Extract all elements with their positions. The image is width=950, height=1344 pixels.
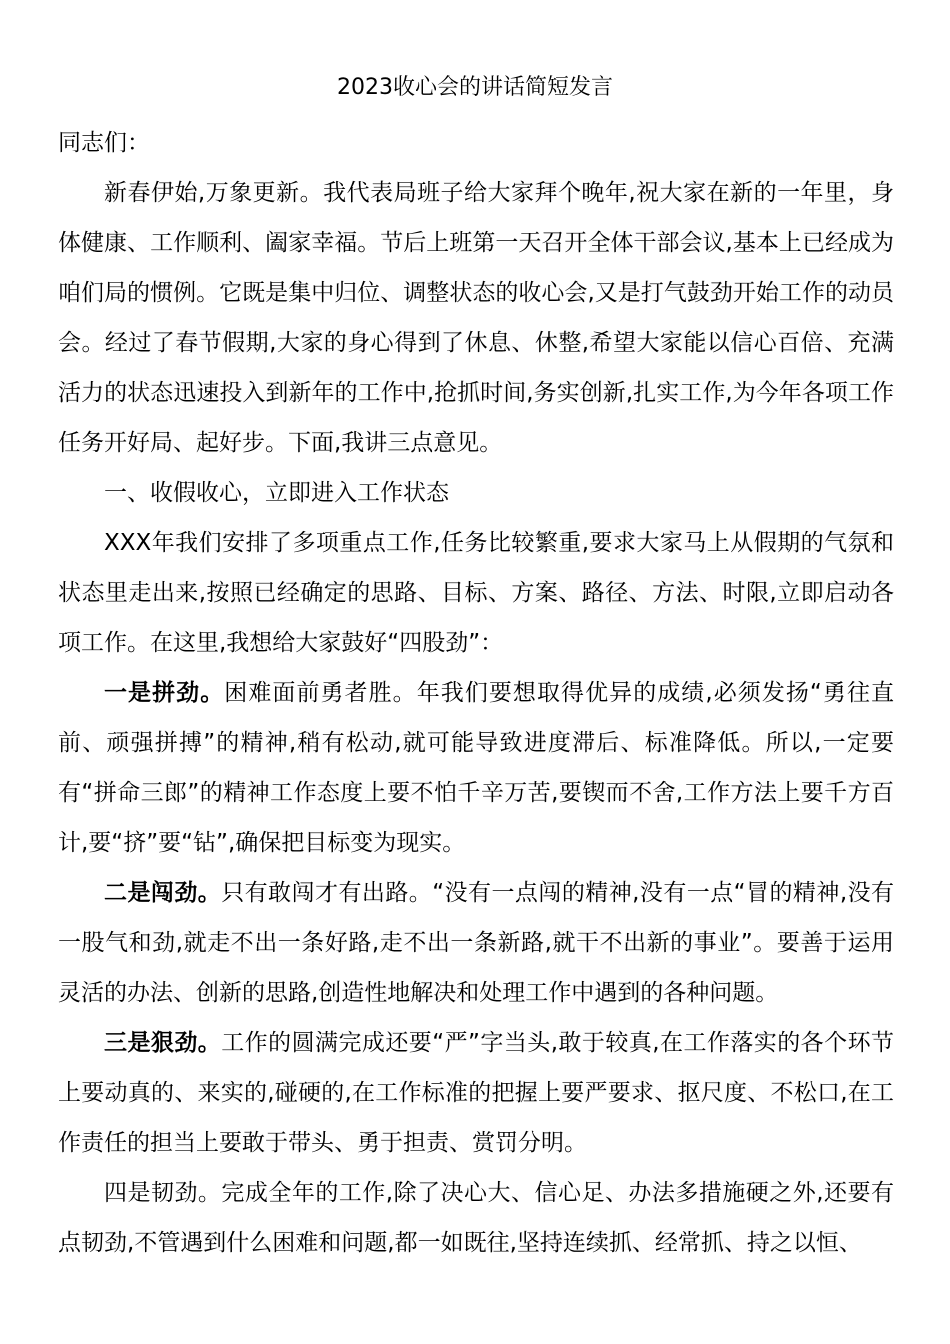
point-2-body: 只有敢闯才有出路。“没有一点闯的精神,没有一点“冒的精神,没有一股气和劲,就走不出一条好路,走不出一条新路,就干不出新的事业”。要善于运用灵活的办法、创新的思路,创造性地解决和处理工作中遇到的各种问题。 <box>58 880 895 1006</box>
point-1-lead: 一是拼劲。 <box>104 680 225 706</box>
point-3-body: 工作的圆满完成还要“严”字当头,敢于较真,在工作落实的各个环节上要动真的、来实的,碰硬的,在工作标准的把握上要严要求、抠尺度、不松口,在工作责任的担当上要敢于带头、勇于担责、赏罚分明。 <box>58 1030 895 1156</box>
salutation: 同志们： <box>58 130 150 156</box>
point-4-paragraph <box>58 1168 894 1268</box>
point-1-paragraph <box>58 668 894 868</box>
point-3-paragraph <box>58 1018 894 1168</box>
document-title: 2023收心会的讲话简短发言 <box>337 75 613 100</box>
section-1-heading: 一、收假收心，立即进入工作状态 <box>104 480 449 506</box>
point-4-body: 完成全年的工作,除了决心大、信心足、办法多措施硬之外,还要有点韧劲,不管遇到什么困难和问题,都一如既往,坚持连续抓、经常抓、持之以恒、 <box>58 1180 895 1256</box>
section-1-paragraph: XXX年我们安排了多项重点工作,任务比较繁重,要求大家马上从假期的气氛和状态里走出来,按照已经确定的思路、目标、方案、路径、方法、时限,立即启动各项工作。在这里,我想给大家鼓好“四股劲”： <box>58 530 894 656</box>
point-4-lead: 四是韧劲。 <box>104 1180 222 1206</box>
point-2-lead: 二是闯劲。 <box>104 880 222 906</box>
point-1-body: 困难面前勇者胜。年我们要想取得优异的成绩,必须发扬“勇往直前、顽强拼搏”的精神,稍有松动,就可能导致进度滞后、标准降低。所以,一定要有“拼命三郎”的精神工作态度上要不怕千辛万苦,要锲而不舍,工作方法上要千方百计,要“挤”要“钻”,确保把目标变为现实。 <box>58 680 895 856</box>
intro-paragraph: 新春伊始,万象更新。我代表局班子给大家拜个晚年,祝大家在新的一年里，身体健康、工作顺利、阖家幸福。节后上班第一天召开全体干部会议,基本上已经成为咱们局的惯例。它既是集中归位、调整状态的收心会,又是打气鼓劲开始工作的动员会。经过了春节假期,大家的身心得到了休息、休整,希望大家能以信心百倍、充满活力的状态迅速投入到新年的工作中,抢抓时间,务实创新,扎实工作,为今年各项工作任务开好局、起好步。下面,我讲三点意见。 <box>58 180 894 456</box>
point-3-lead: 三是狠劲。 <box>104 1030 222 1056</box>
point-2-paragraph <box>58 868 894 1018</box>
document-body <box>58 118 894 1268</box>
